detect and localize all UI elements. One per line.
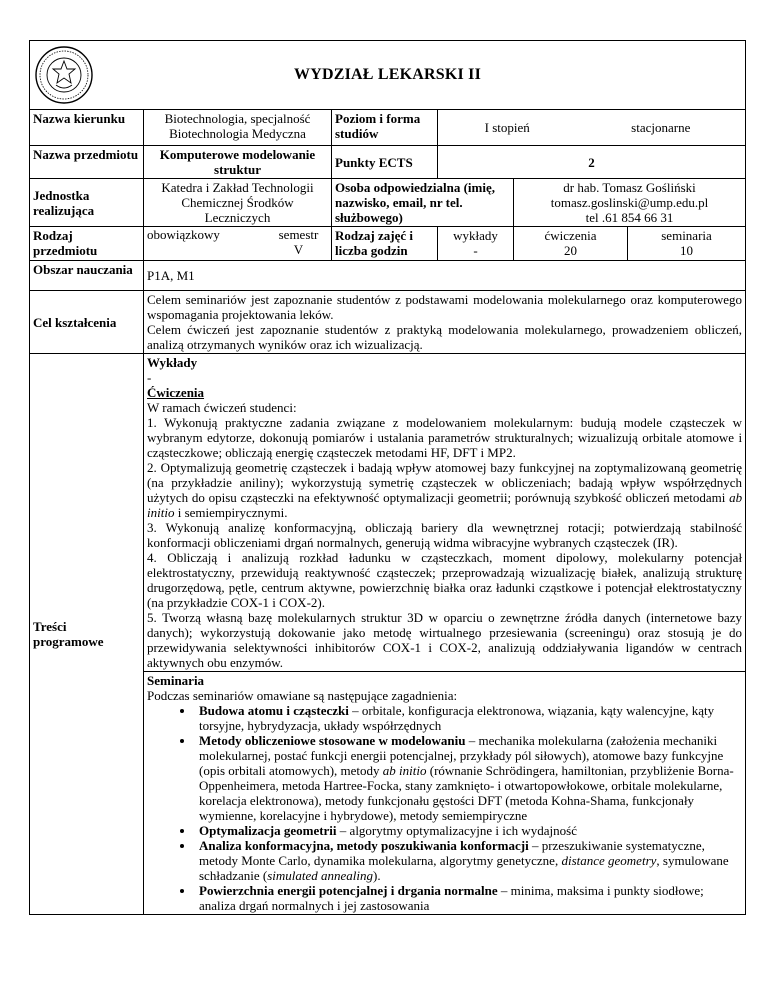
label-ects: Punkty ECTS <box>332 146 438 179</box>
university-seal-icon <box>34 45 94 105</box>
value-kierunek: Biotechnologia, specjalność Biotechnologia Medyczna <box>144 110 332 146</box>
exercise-item-1: 1. Wykonują praktyczne zadania związane z modelowaniem molekularnym: budują modele cząsteczek w wybranym edytorze, dokonują pomiarów i ustalania parametrów strukturalnych; wizualizują orbitale atomowe i cząsteczkowe; obliczają energię cząsteczek metodami HF, DFT i MP2. <box>147 415 743 460</box>
lectures-value: - <box>473 243 478 258</box>
value-stopien: I stopień <box>438 110 577 146</box>
exercise-item-2: 2. Optymalizują geometrię cząsteczek i badają wpływ atomowej bazy funkcyjnej na zoptymalizowaną geometrię (na przykładzie aniliny); wykorzystują symetrię cząsteczek w obliczeniach; badają wpływ współrzędnych użytych do opisu cząsteczki na efektywność optymalizacji geometrii; porównują szybkość obliczeń metodami ab initio i semiempirycznymi. <box>147 460 743 520</box>
exercise-item-3: 3. Wykonują analizę konformacyjną, obliczają bariery dla wewnętrznej rotacji; potwierdzają stabilność konformacji obliczeniami drgań normalnych, generują widma wibracyjne wybranych cząsteczek (IR). <box>147 520 743 550</box>
value-rodzaj <box>144 227 332 261</box>
seminar-topic: • Metody obliczeniowe stosowane w modelowaniu – mechanika molekularna (założenia mechaniki molekularnej, postać funkcji energii potencjalnej, przykłady pól siłowych), atomowe bazy funkcyjne (opis orbitali atomowych), metody ab initio (równanie Schrödingera, hamiltonian, przybliżenie Borna-Oppenheimera, metoda Hartree-Focka, stany zamknięto- i otwartopowłokowe, orbitale molekularne, korelacja elektronowa), metody funkcjonału gęstości DFT (metoda Kohna-Shama, funkcjonały wymienne, korelacyjne i hybrydowe), metody semiempiryczne <box>195 733 742 823</box>
seminars-block <box>144 672 745 914</box>
lectures-label: wykłady <box>453 228 498 243</box>
value-forma: stacjonarne <box>577 110 746 146</box>
seminars-value: 10 <box>680 243 694 258</box>
exercises-intro: W ramach ćwiczeń studenci: <box>147 400 297 415</box>
lectures-cell <box>438 227 514 261</box>
person-name: dr hab. Tomasz Gośliński <box>563 180 696 195</box>
semester-cell <box>266 227 331 257</box>
syllabus-table <box>29 40 746 915</box>
seminars-intro: Podczas seminariów omawiane są następujące zagadnienia: <box>147 688 458 703</box>
seminars-cell <box>628 227 746 261</box>
seminar-topic: • Budowa atomu i cząsteczki – orbitale, konfiguracja elektronowa, wiązania, kąty walencyjne, kąty torsyjne, hybrydyzacja, układy współrzędnych <box>195 703 742 733</box>
exercises-cell <box>514 227 628 261</box>
label-osoba: Osoba odpowiedzialna (imię, nazwisko, email, nr tel. służbowego) <box>332 179 514 227</box>
seminar-topic: • Analiza konformacyjna, metody poszukiwania konformacji – przeszukiwanie systematyczne, metody Monte Carlo, dynamika molekularna, algorytmy genetyczne, distance geometry, symulowane schładzanie (simulated annealing). <box>195 838 742 883</box>
seminar-topic: • Optymalizacja geometrii – algorytmy optymalizacyjne i ich wydajność <box>195 823 742 838</box>
exercise-item-5: 5. Tworzą własną bazę molekularnych struktur 3D w oparciu o zewnętrzne źródła danych (internetowe bazy danych); wykorzystują dokowanie jako metodę wirtualnego przesiewania (screeningu) oraz stosują je do przewidywania selektywności inhibitorów COX-1 i COX-2, analizują oddziaływania ligandów w centrach aktywnych obu enzymów. <box>147 610 743 670</box>
person-email[interactable]: tomasz.goslinski@ump.edu.pl <box>550 195 709 210</box>
exercises-label: ćwiczenia <box>544 228 597 243</box>
lectures-dash: - <box>147 370 152 385</box>
cel-paragraph-1: Celem seminariów jest zapoznanie studentów z podstawami modelowania molekularnego oraz komputerowego wspomagania projektowania leków. <box>147 292 743 322</box>
value-obowiazkowy: obowiązkowy <box>147 227 220 242</box>
exercises-block <box>144 354 745 672</box>
seminars-heading: Seminaria <box>147 673 205 688</box>
value-tresci <box>144 354 746 915</box>
exercises-heading: Ćwiczenia <box>147 385 205 400</box>
label-cel: Cel kształcenia <box>30 291 144 354</box>
exercises-value: 20 <box>564 243 577 258</box>
seminar-topic: • Powierzchnia energii potencjalnej i drgania normalne – minima, maksima i punkty siodłowe; analiza drgań normalnych i jej zastosowania <box>195 883 742 913</box>
cel-paragraph-2: Celem ćwiczeń jest zapoznanie studentów z praktyką modelowania molekularnego, prowadzeniem obliczeń, analizą otrzymanych wyników oraz ich wizualizacją. <box>147 322 743 352</box>
label-rodzaj-zajec: Rodzaj zajęć i liczba godzin <box>332 227 438 261</box>
exercise-item-4: 4. Obliczają i analizują rozkład ładunku w cząsteczkach, moment dipolowy, molekularny potencjał elektrostatyczny, przewidują reaktywność cząsteczek; przeprowadzają wizualizację białek, analizują strukturę drugorzędową, pętle, centrum aktywne, powierzchnię białka oraz ładunki cząstkowe i potencjał elektrostatyczny (na przykładzie COX-1 i COX-2). <box>147 550 743 610</box>
lectures-heading: Wykłady <box>147 355 198 370</box>
value-cel <box>144 291 746 354</box>
seminar-topics-list <box>147 703 742 913</box>
value-osoba <box>514 179 746 227</box>
label-przedmiot: Nazwa przedmiotu <box>30 146 144 179</box>
label-tresci: Treści programowe <box>30 354 144 915</box>
semester-value: V <box>293 242 304 257</box>
syllabus-page <box>29 40 745 915</box>
value-obszar: P1A, M1 <box>144 261 746 291</box>
label-rodzaj: Rodzaj przedmiotu <box>30 227 144 261</box>
value-przedmiot: Komputerowe modelowanie struktur <box>144 146 332 179</box>
label-jednostka: Jednostka realizująca <box>30 179 144 227</box>
header-cell <box>30 41 746 110</box>
seminars-label: seminaria <box>661 228 712 243</box>
label-poziom: Poziom i forma studiów <box>332 110 438 146</box>
label-obszar: Obszar nauczania <box>30 261 144 291</box>
value-ects: 2 <box>438 146 746 179</box>
faculty-title: WYDZIAŁ LEKARSKI II <box>294 66 482 83</box>
label-kierunek: Nazwa kierunku <box>30 110 144 146</box>
semester-label: semestr <box>278 227 319 242</box>
person-phone: tel .61 854 66 31 <box>585 210 674 225</box>
value-jednostka: Katedra i Zakład Technologii Chemicznej Środków Leczniczych <box>144 179 332 227</box>
